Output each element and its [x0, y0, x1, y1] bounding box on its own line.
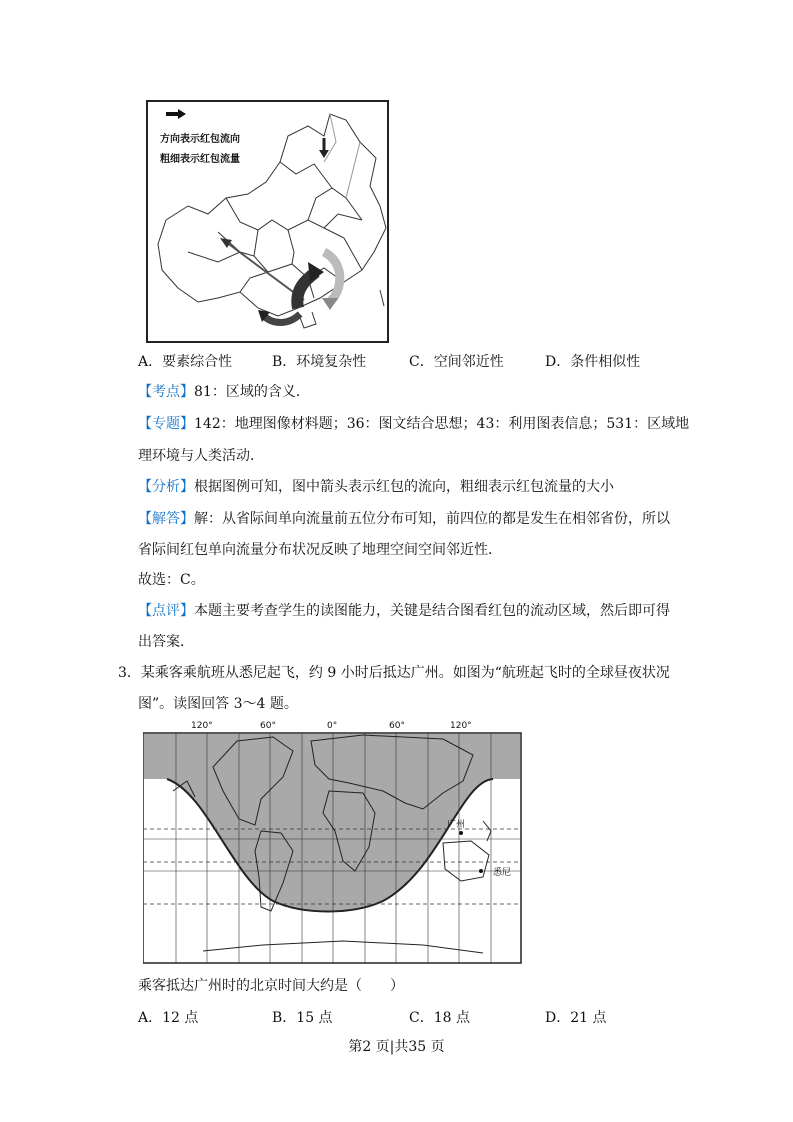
page-footer: 第2 页|共35 页: [348, 1039, 445, 1055]
q2-option-c: C．空间邻近性: [409, 354, 504, 370]
jieda-line: 【解答】解：从省际间单向流量前五位分布可知，前四位的都是发生在相邻省份，所以: [138, 511, 670, 527]
kaodian-line: 【考点】81：区域的含义．: [138, 384, 310, 400]
q2-option-a: A．要素综合性: [138, 354, 233, 370]
q2-option-b: B．环境复杂性: [272, 354, 367, 370]
city-sydney-label: 悉尼: [493, 868, 512, 878]
q3-option-d: D．21 点: [545, 1010, 607, 1026]
lon-label-60w: 60°: [260, 721, 276, 731]
q3-option-a: A．12 点: [138, 1010, 199, 1026]
lon-label-60e: 60°: [389, 721, 405, 731]
dianping-label: 【点评】: [138, 603, 194, 619]
lon-label-0: 0°: [327, 721, 338, 731]
fenxi-label: 【分析】: [138, 479, 194, 495]
kaodian-label: 【考点】: [138, 384, 194, 400]
jieda-label: 【解答】: [138, 511, 194, 527]
dianping-line: 【点评】本题主要考查学生的读图能力，关键是结合图看红包的流动区域，然后即可得: [138, 603, 670, 619]
answer-line: 故选：C。: [138, 572, 205, 588]
dianping-line-2: 出答案．: [138, 634, 194, 650]
q3-question: 乘客抵达广州时的北京时间大约是（ ）: [138, 978, 404, 994]
zhuanti-label: 【专题】: [138, 416, 194, 432]
q3-stem: 3．某乘客乘航班从悉尼起飞，约 9 小时后抵达广州。如图为“航班起飞时的全球昼夜状况: [118, 665, 670, 681]
fenxi-line: 【分析】根据图例可知，图中箭头表示红包的流向，粗细表示红包流量的大小: [138, 479, 614, 495]
q3-option-b: B．15 点: [272, 1010, 333, 1026]
world-map-graphic: [143, 721, 523, 965]
zhuanti-line-2: 理环境与人类活动．: [138, 448, 264, 464]
zhuanti-line: 【专题】142：地理图像材料题；36：图文结合思想；43：利用图表信息；531：区域地: [138, 416, 690, 432]
red-envelope-flow-map: [146, 100, 389, 343]
q2-option-d: D．条件相似性: [545, 354, 641, 370]
legend-thickness: 粗细表示红包流量: [160, 154, 240, 165]
city-guangzhou-label: 广州: [447, 820, 466, 830]
q3-stem-2: 图”。读图回答 3～4 题。: [138, 696, 298, 712]
legend-direction: 方向表示红包流向: [160, 134, 240, 145]
q3-option-c: C．18 点: [409, 1010, 470, 1026]
lon-label-120w: 120°: [191, 721, 213, 731]
lon-label-120e: 120°: [450, 721, 472, 731]
jieda-line-2: 省际间红包单向流量分布状况反映了地理空间空间邻近性．: [138, 542, 502, 558]
world-day-night-map: [143, 721, 523, 965]
